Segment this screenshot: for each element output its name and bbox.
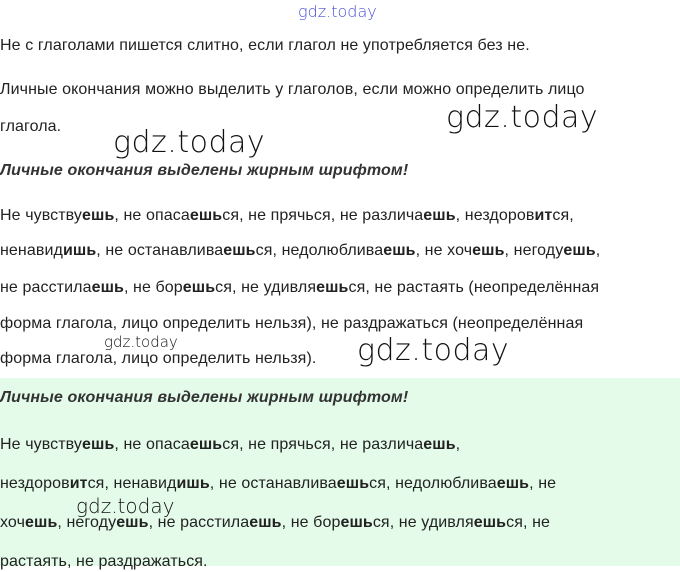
text-segment: ся, (552, 207, 574, 224)
bold-ending: ит (69, 475, 88, 492)
bold-ending: ешь (82, 436, 115, 453)
text-segment: нездоров (0, 475, 70, 492)
text-segment: ся, недолюблива (255, 242, 384, 259)
bold-ending: ешь (25, 514, 58, 531)
bold-ending: ешь (223, 242, 256, 259)
text-segment: ся, ненавид (87, 475, 177, 492)
answer-2-line-4 (0, 552, 208, 572)
text-segment: , не расстила (148, 514, 250, 531)
bold-ending: ешь (473, 514, 507, 531)
text-segment: , нездоров (455, 207, 535, 224)
text-segment: ненавид (0, 242, 63, 259)
text-segment: растаять, не раздражаться. (0, 553, 208, 570)
text-segment: , не бор (123, 279, 183, 296)
rule-2-line-2: глагола. (0, 118, 62, 135)
answer-1-line-2 (0, 241, 600, 261)
answer-2-line-2 (0, 474, 556, 494)
text-segment: , не (529, 475, 557, 492)
answer-1-line-3 (0, 278, 599, 298)
bold-ending: ишь (62, 242, 97, 259)
answer-1-line-5 (0, 349, 316, 369)
rule-2-line-1: Личные окончания можно выделить у глаголов, если можно определить лицо (0, 81, 585, 98)
answer-1-line-1 (0, 206, 574, 226)
text-segment: ся, не растаять (неопределённая (348, 279, 600, 296)
bold-ending: ешь (472, 242, 505, 259)
bold-ending: ишь (176, 475, 210, 492)
note-bold-endings: Личные окончания выделены жирным шрифтом! (0, 162, 409, 179)
text-segment: , не останавлива (209, 475, 337, 492)
bold-ending: ешь (563, 242, 596, 259)
text-segment: , не останавлива (96, 242, 224, 259)
text-segment: ся, не прячься, не различа (222, 436, 424, 453)
text-segment: , не хоч (415, 242, 473, 259)
text-segment: Не чувству (0, 436, 83, 453)
bold-ending: ешь (423, 436, 456, 453)
text-segment: , (595, 242, 601, 259)
bold-ending: ешь (182, 279, 216, 296)
text-segment: , негоду (57, 514, 117, 531)
text-segment: , не бор (281, 514, 341, 531)
text-segment: хоч (0, 514, 26, 531)
bold-ending: ешь (423, 207, 456, 224)
text-segment: ся, не удивля (215, 279, 317, 296)
bold-ending: ешь (496, 475, 530, 492)
answer-1-line-4 (0, 314, 583, 334)
text-segment: ся, не удивля (372, 514, 474, 531)
note-bold-endings-2: Личные окончания выделены жирным шрифтом! (0, 389, 409, 406)
bold-ending: ешь (336, 475, 370, 492)
bold-ending: ешь (316, 279, 349, 296)
text-segment: , (455, 436, 461, 453)
watermark-left: gdz.today (113, 125, 266, 160)
watermark-small-2: gdz.today (76, 494, 175, 518)
text-segment: ся, недолюблива (369, 475, 497, 492)
bold-ending: ешь (91, 279, 124, 296)
watermark-small-1: gdz.today (104, 333, 178, 351)
text-segment: ся, не (506, 514, 551, 531)
text-segment: , негоду (504, 242, 564, 259)
rule-1: Не с глаголами пишется слитно, если глагол не употребляется без не. (0, 37, 530, 54)
bold-ending: ешь (249, 514, 282, 531)
text-segment: , не опаса (114, 436, 190, 453)
bold-ending: ит (534, 207, 553, 224)
answer-2-line-1 (0, 435, 460, 455)
text-segment: форма глагола, лицо определить нельзя), не раздражаться (неопределённая (0, 315, 584, 332)
bold-ending: ешь (189, 207, 223, 224)
bold-ending: ешь (189, 436, 223, 453)
bold-ending: ешь (82, 207, 115, 224)
bold-ending: ешь (116, 514, 149, 531)
text-segment: Не чувству (0, 207, 83, 224)
text-segment: форма глагола, лицо определить нельзя). (0, 350, 317, 367)
watermark-right: gdz.today (446, 100, 599, 135)
text-segment: не расстила (0, 279, 92, 296)
bold-ending: ешь (340, 514, 373, 531)
bold-ending: ешь (383, 242, 416, 259)
text-segment: ся, не прячься, не различа (222, 207, 424, 224)
text-segment: , не опаса (114, 207, 190, 224)
watermark-mid: gdz.today (357, 333, 510, 368)
watermark-top: gdz.today (298, 2, 377, 21)
